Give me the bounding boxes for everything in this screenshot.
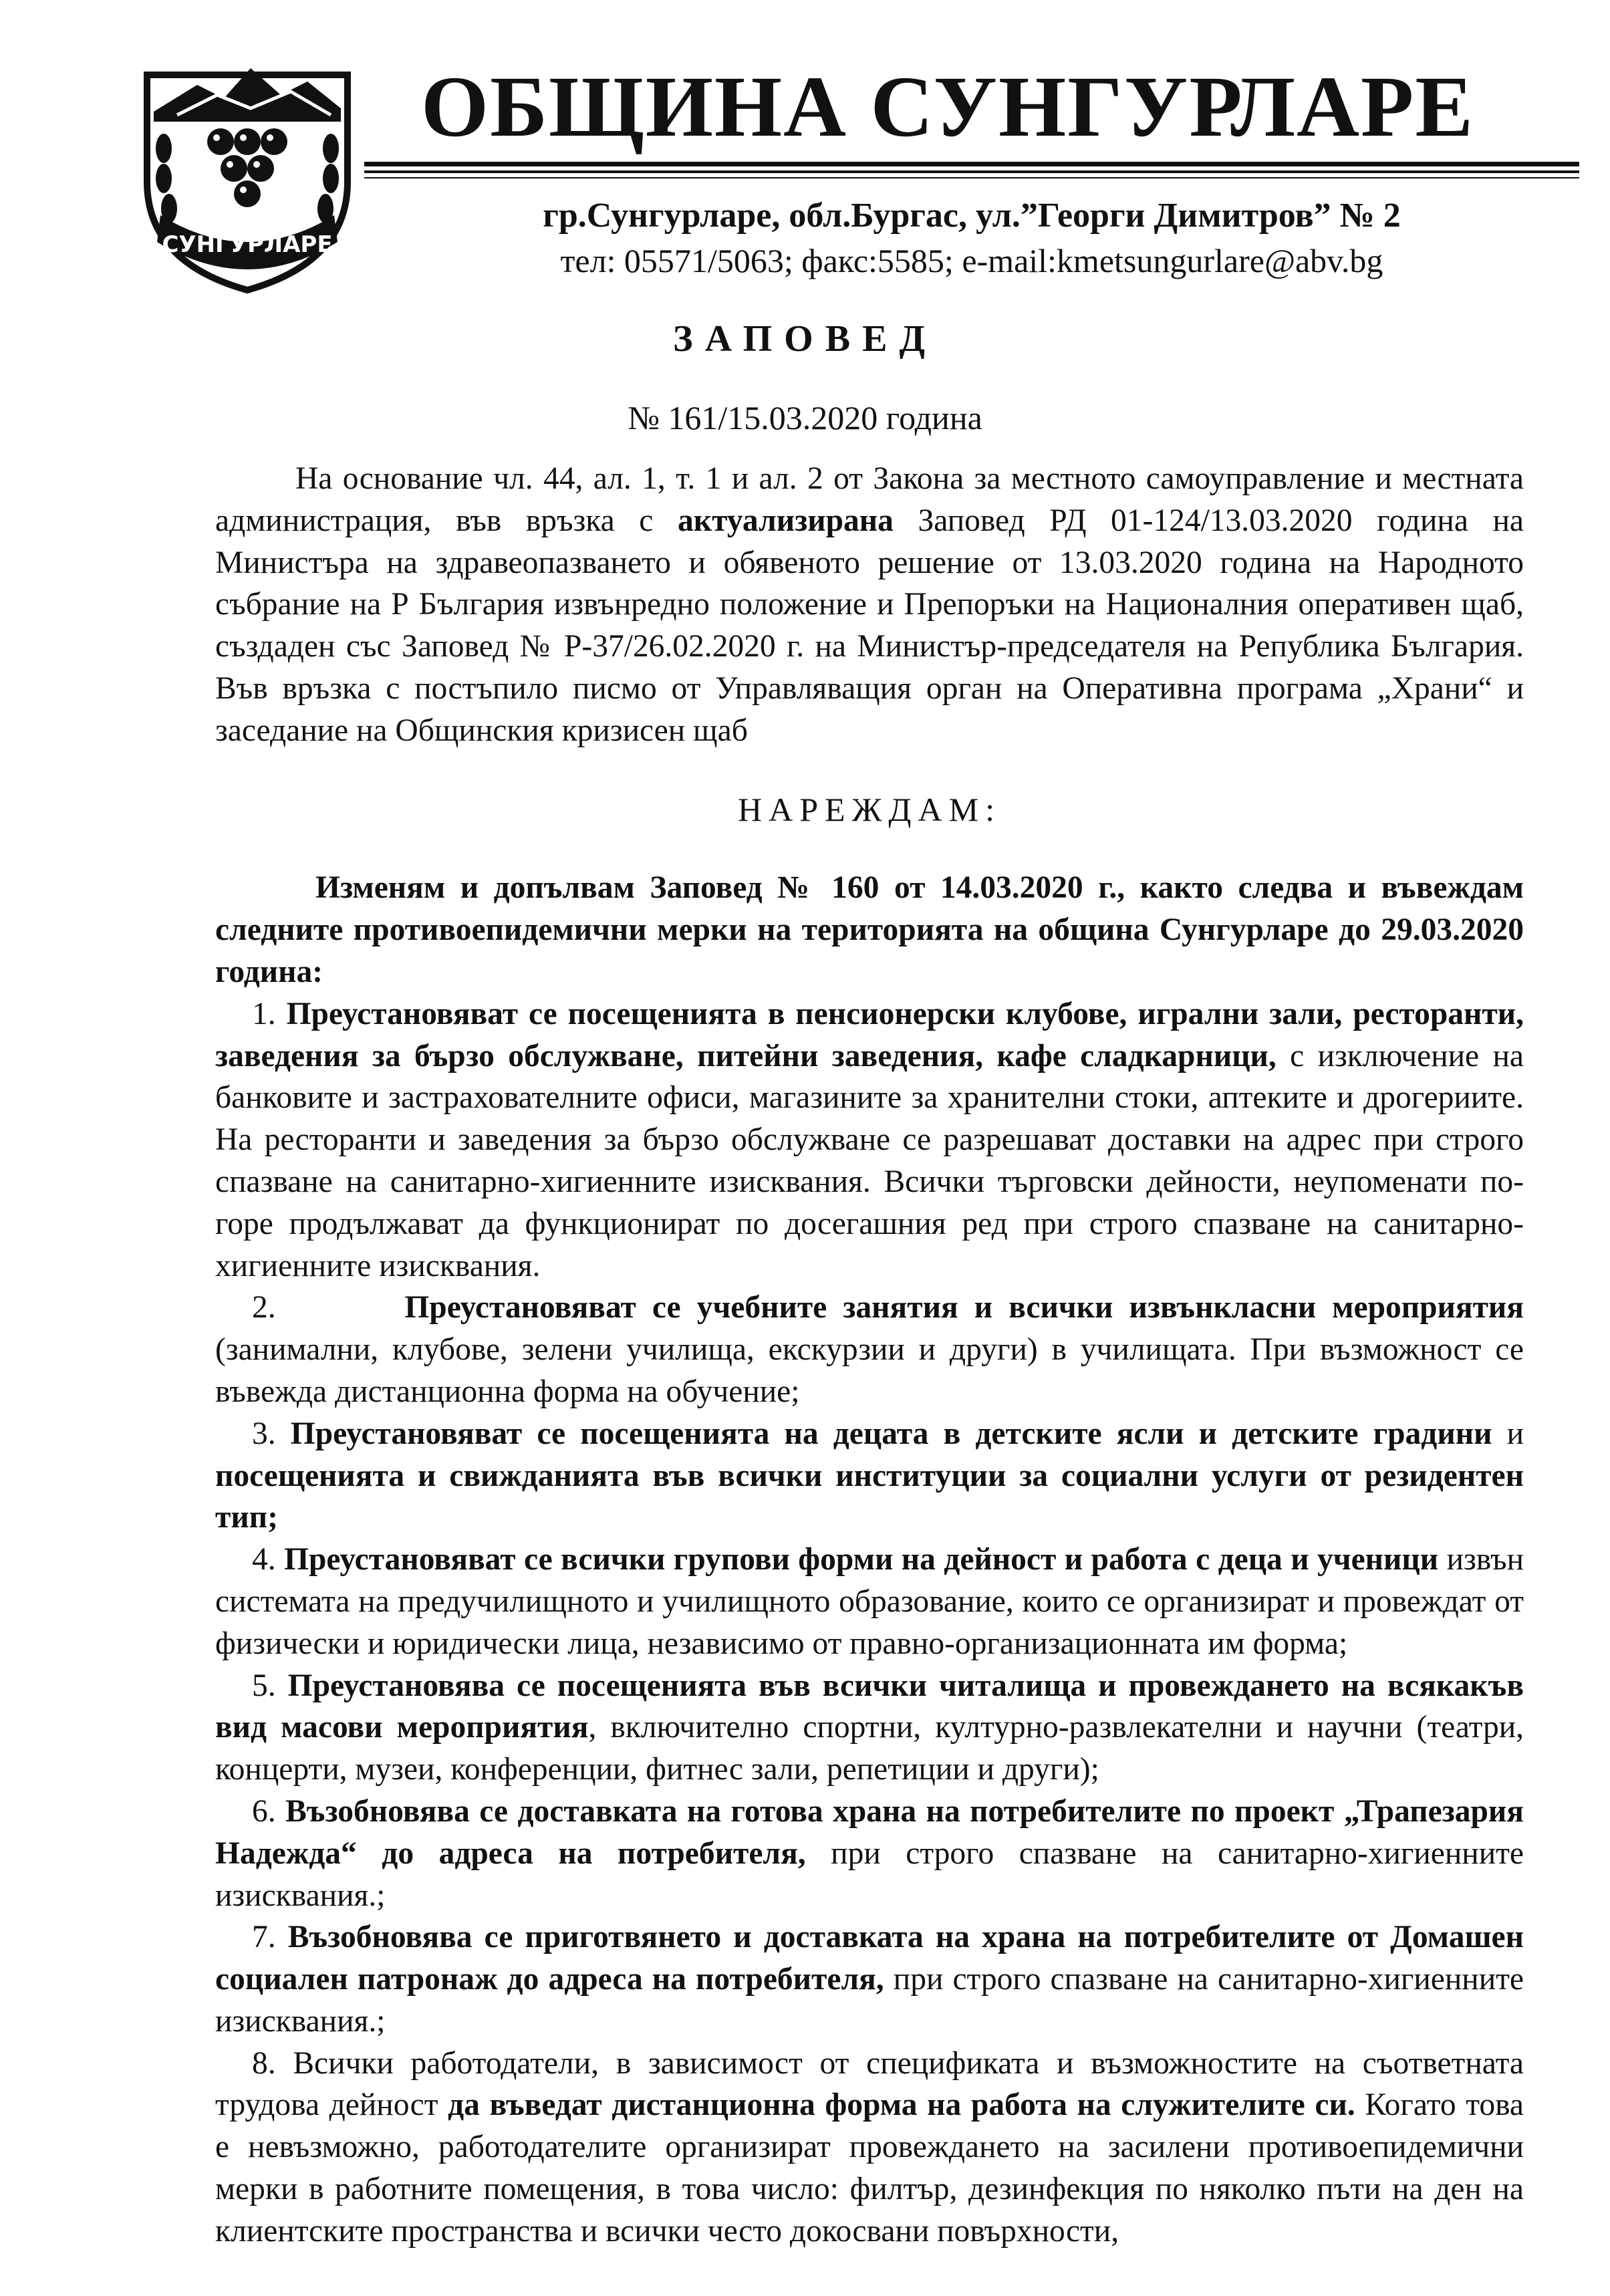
item-number: 6. [252,1793,276,1829]
item-emphasis: Възобновява се доставката на готова храна на потребителите по проект „Трапезария Надежда“ до адреса на потребителя, [215,1793,1524,1871]
organization-contacts: тел: 05571/5063; факс:5585; e-mail:kmetsungurlare@abv.bg [560,242,1383,279]
item-number: 8. [252,2045,276,2081]
order-item-7 [215,1916,1524,2042]
item-text: при строго спазване на санитарно-хигиенните изисквания.; [215,1962,1524,2039]
item-emphasis-2: посещенията и свижданията във всички институции за социални услуги от резидентен тип; [215,1458,1524,1535]
item-text: с изключение на банковите и застрахователните офиси, магазините за хранителни стоки, аптеките и дрогериите. На ресторанти и заведения за бързо обслужване се разрешават доставки на адрес при строго спазване на санитарно-хигиенните изисквания. Всички търговски дейности, неупоменати по-горе продължават да функционират по досегашния ред при строго спазване на санитарно-хигиенните изисквания. [215,1038,1524,1283]
item-text: Когато това е невъзможно, работодателите организират провеждането на засилени противоепидемични мерки в работните помещения, в това число: филтър, дезинфекция по няколко пъти на ден на клиентските пространства и всички често докосвани повърхности, [215,2087,1524,2249]
organization-name: ОБЩИНА СУНГУРЛАРЕ [421,59,1475,155]
document-title: ЗАПОВЕД [673,318,937,360]
item-text-before: Всички работодатели, в зависимост от спецификата и възможностите на съответната трудова дейност [215,2045,1524,2123]
item-number: 4. [252,1542,276,1577]
item-emphasis: да въведат дистанционна форма на работа на служителите си. [448,2087,1355,2123]
order-label: НАРЕЖДАМ: [738,790,1001,828]
item-text: (занимални, клубове, зелени училища, екскурзии и други) в училищата. При възможност се въвежда дистанционна форма на обучение; [215,1332,1524,1409]
item-emphasis: Преустановяват се всички групови форми на дейност и работа с деца и ученици [284,1542,1439,1577]
item-text: , включително спортни, културно-развлекателни и научни (театри, концерти, музеи, конференции, фитнес зали, репетиции и други); [215,1710,1524,1787]
order-item-4 [215,1539,1524,1664]
item-number: 3. [252,1416,276,1451]
header-rule [364,162,1579,166]
item-number: 7. [252,1920,276,1955]
order-item-5 [215,1665,1524,1791]
item-text: и [1492,1416,1524,1451]
order-item-6 [215,1791,1524,1916]
item-text: извън системата на предучилищното и училищното образование, които се организират и провеждат от физически и юридически лица, независимо от правно-организационната им форма; [215,1542,1524,1661]
document-body [215,458,1524,2253]
preamble-text: На основание чл. 44, ал. 1, т. 1 и ал. 2 от Закона за местното самоуправление и местната администрация, във връзка с [215,461,1524,538]
item-number: 5. [252,1668,276,1703]
header-rule [364,177,1579,178]
item-emphasis: Преустановява се посещенията във всички читалища и провеждането на всякакъв вид масови мероприятия [215,1668,1524,1745]
item-emphasis: Преустановяват се посещенията на децата в детските ясли и детските градини [290,1416,1492,1451]
item-emphasis: Възобновява се приготвянето и доставката на храна на потребителите от Домашен социален патронаж до адреса на потребителя, [215,1920,1524,1997]
document-number: № 161/15.03.2020 година [628,399,982,436]
amendment-paragraph: Изменям и допълвам Заповед № 160 от 14.03.2020 г., както следва и въвеждам следните противоепидемични мерки на територията на община Сунгурларе до 29.03.2020 година: [215,870,1524,989]
order-item-1 [215,993,1524,1287]
header-rule [364,170,1579,173]
item-number: 1. [252,996,276,1031]
organization-address: гр.Сунгурларе, обл.Бургас, ул.”Георги Димитров” № 2 [543,197,1401,235]
crest-banner-text: СУНГУРЛАРЕ [162,231,333,258]
preamble-text-cont: Заповед РД 01-124/13.03.2020 година на Министъра на здравеопазването и обявеното решение от 13.03.2020 година на Народното събрание на Р България извънредно положение и Препоръки на Националния оперативен щаб, създаден със Заповед № Р-37/26.02.2020 г. на Министър-председателя на Република България. Във връзка с постъпило писмо от Управляващия орган на Оперативна програма „Храни“ и заседание на Общинския кризисен щаб [215,503,1524,748]
preamble-emphasis: актуализирана [677,503,894,538]
item-number: 2. [252,1290,276,1325]
item-emphasis: Преустановяват се посещенията в пенсионерски клубове, игрални зали, ресторанти, заведения за бързо обслужване, питейни заведения, кафе сладкарници, [215,996,1524,1073]
municipality-crest-logo [137,48,358,295]
order-item-3 [215,1413,1524,1539]
preamble-paragraph [215,458,1524,752]
order-item-2 [215,1287,1524,1412]
item-text: при строго спазване на санитарно-хигиенните изисквания.; [215,1835,1524,1913]
order-item-8 [215,2043,1524,2253]
item-emphasis: Преустановяват се учебните занятия и всички извънкласни мероприятия [404,1290,1524,1325]
